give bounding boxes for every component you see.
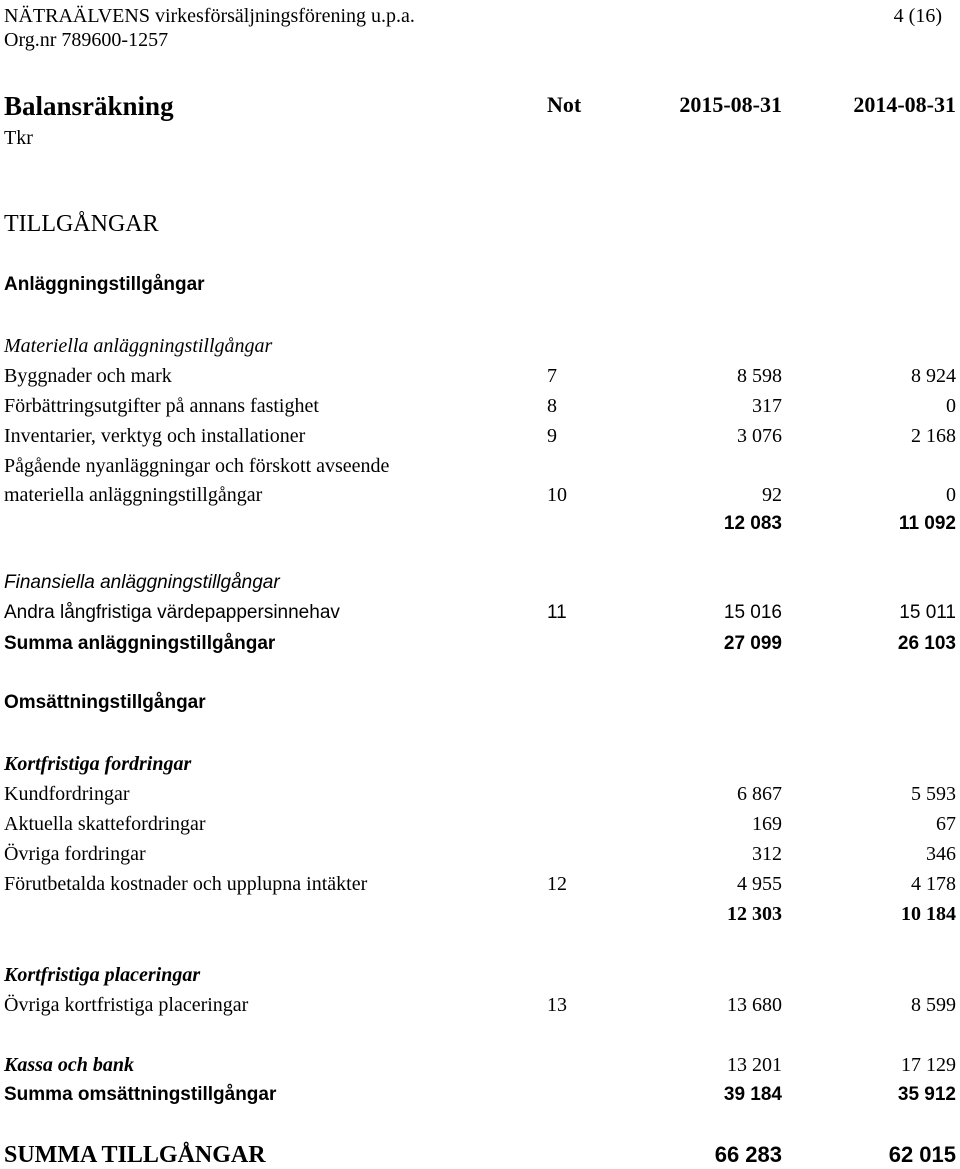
value-2015: 317 <box>752 395 782 417</box>
value-2015: 39 184 <box>723 1084 782 1105</box>
row-label: SUMMA TILLGÅNGAR <box>4 1142 266 1168</box>
value-2015: 169 <box>752 813 782 835</box>
value-2015: 12 303 <box>727 903 782 925</box>
subtotal-row <box>0 900 960 928</box>
value-2014: 0 <box>946 484 956 506</box>
value-2015: 66 283 <box>714 1142 782 1167</box>
subsection-heading <box>0 961 960 989</box>
page-title: Balansräkning <box>4 91 174 121</box>
row-label: Materiella anläggningstillgångar <box>4 335 273 357</box>
value-2015: 3 076 <box>737 425 782 447</box>
value-2014: 11 092 <box>898 513 956 534</box>
subsection-heading <box>0 332 960 360</box>
value-2014: 67 <box>936 813 956 835</box>
value-2014: 5 593 <box>911 783 956 805</box>
column-header-2014: 2014-08-31 <box>853 92 956 117</box>
note-ref: 9 <box>547 425 557 447</box>
section-heading-anlaggningstillgangar <box>0 271 960 299</box>
note-ref: 10 <box>547 484 567 506</box>
value-2015: 13 680 <box>727 994 782 1016</box>
value-2014: 26 103 <box>897 633 956 654</box>
row-label: Kundfordringar <box>4 783 130 805</box>
row-label: materiella anläggningstillgångar <box>4 484 263 506</box>
table-row <box>0 422 960 450</box>
row-label: Omsättningstillgångar <box>4 692 206 713</box>
total-row <box>0 1081 960 1109</box>
table-row <box>0 599 960 627</box>
page-number: 4 (16) <box>893 5 942 27</box>
value-2014: 17 129 <box>901 1054 956 1076</box>
value-2014: 62 015 <box>888 1142 956 1167</box>
row-label: Kassa och bank <box>4 1054 135 1076</box>
row-label: Övriga kortfristiga placeringar <box>4 994 249 1016</box>
value-2015: 15 016 <box>723 602 782 623</box>
value-2015: 27 099 <box>723 633 782 654</box>
section-heading-tillgangar <box>0 210 960 238</box>
table-row <box>0 840 960 868</box>
row-label: Anläggningstillgångar <box>4 274 205 295</box>
value-2015: 12 083 <box>723 513 782 534</box>
table-row <box>0 1051 960 1079</box>
row-label: Förutbetalda kostnader och upplupna intäkter <box>4 873 368 895</box>
value-2014: 0 <box>946 395 956 417</box>
table-row <box>0 870 960 898</box>
row-label: Kortfristiga placeringar <box>4 964 201 986</box>
value-2015: 92 <box>762 484 782 506</box>
value-2014: 8 924 <box>911 365 956 387</box>
value-2015: 13 201 <box>727 1054 782 1076</box>
row-label: Aktuella skattefordringar <box>4 813 206 835</box>
note-ref: 8 <box>547 395 557 417</box>
row-label: Kortfristiga fordringar <box>4 753 192 775</box>
value-2015: 312 <box>752 843 782 865</box>
value-2015: 4 955 <box>737 873 782 895</box>
table-row <box>0 780 960 808</box>
row-label: Förbättringsutgifter på annans fastighet <box>4 395 319 417</box>
value-2014: 2 168 <box>911 425 956 447</box>
note-ref: 7 <box>547 365 557 387</box>
table-row <box>0 810 960 838</box>
subtotal-row <box>0 510 960 538</box>
unit-label: Tkr <box>4 127 33 149</box>
row-label: TILLGÅNGAR <box>4 211 159 237</box>
value-2015: 6 867 <box>737 783 782 805</box>
row-label: Finansiella anläggningstillgångar <box>4 572 280 593</box>
value-2014: 10 184 <box>901 903 956 925</box>
table-row <box>0 991 960 1019</box>
table-row <box>0 392 960 420</box>
note-ref: 13 <box>547 994 567 1016</box>
note-ref: 12 <box>547 873 567 895</box>
section-heading-omsattningstillgangar <box>0 689 960 717</box>
grand-total-row <box>0 1141 960 1169</box>
row-label: Summa anläggningstillgångar <box>4 633 276 654</box>
row-label: Summa omsättningstillgångar <box>4 1084 277 1105</box>
row-label: Andra långfristiga värdepappersinnehav <box>4 602 340 623</box>
column-header-not: Not <box>547 92 582 117</box>
table-row <box>0 452 960 480</box>
value-2014: 15 011 <box>899 602 956 623</box>
row-label: Byggnader och mark <box>4 365 172 387</box>
row-label: Inventarier, verktyg och installationer <box>4 425 306 447</box>
value-2014: 4 178 <box>911 873 956 895</box>
subsection-heading <box>0 569 960 597</box>
row-label: Övriga fordringar <box>4 843 146 865</box>
value-2014: 8 599 <box>911 994 956 1016</box>
value-2014: 35 912 <box>897 1084 956 1105</box>
subsection-heading <box>0 750 960 778</box>
note-ref: 11 <box>547 602 567 623</box>
column-header-2015: 2015-08-31 <box>679 92 782 117</box>
table-row <box>0 362 960 390</box>
value-2014: 346 <box>926 843 956 865</box>
org-number: Org.nr 789600-1257 <box>4 29 169 51</box>
company-name: NÄTRAÄLVENS virkesförsäljningsförening u.p.a. <box>4 5 415 27</box>
value-2015: 8 598 <box>737 365 782 387</box>
total-row <box>0 630 960 658</box>
row-label: Pågående nyanläggningar och förskott avseende <box>4 455 390 477</box>
table-row <box>0 481 960 509</box>
